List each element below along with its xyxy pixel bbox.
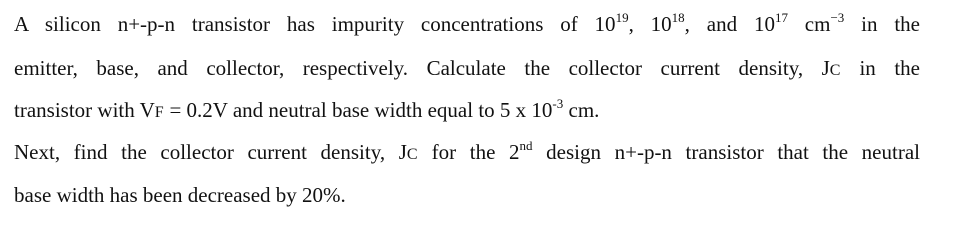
problem-line-2: emitter, base, and collector, respectively. Calculate the collector current density, JC in the (14, 56, 920, 80)
problem-line-1: A silicon n+-p-n transistor has impurity concentrations of $10^{19}$, $10^{18}$, and $10^{17}$ $cm^{-3}$ in the (14, 10, 921, 36)
problem-line-4: Next, find the collector current density, JC for the 2nd design n+-p-n transistor that the neutral (14, 138, 920, 164)
problem-line-3: transistor with VF = 0.2V and neutral base width equal to 5 x $10^{-3}$ cm. (14, 96, 600, 122)
problem-line-5: base width has been decreased by 20%. (14, 183, 346, 207)
